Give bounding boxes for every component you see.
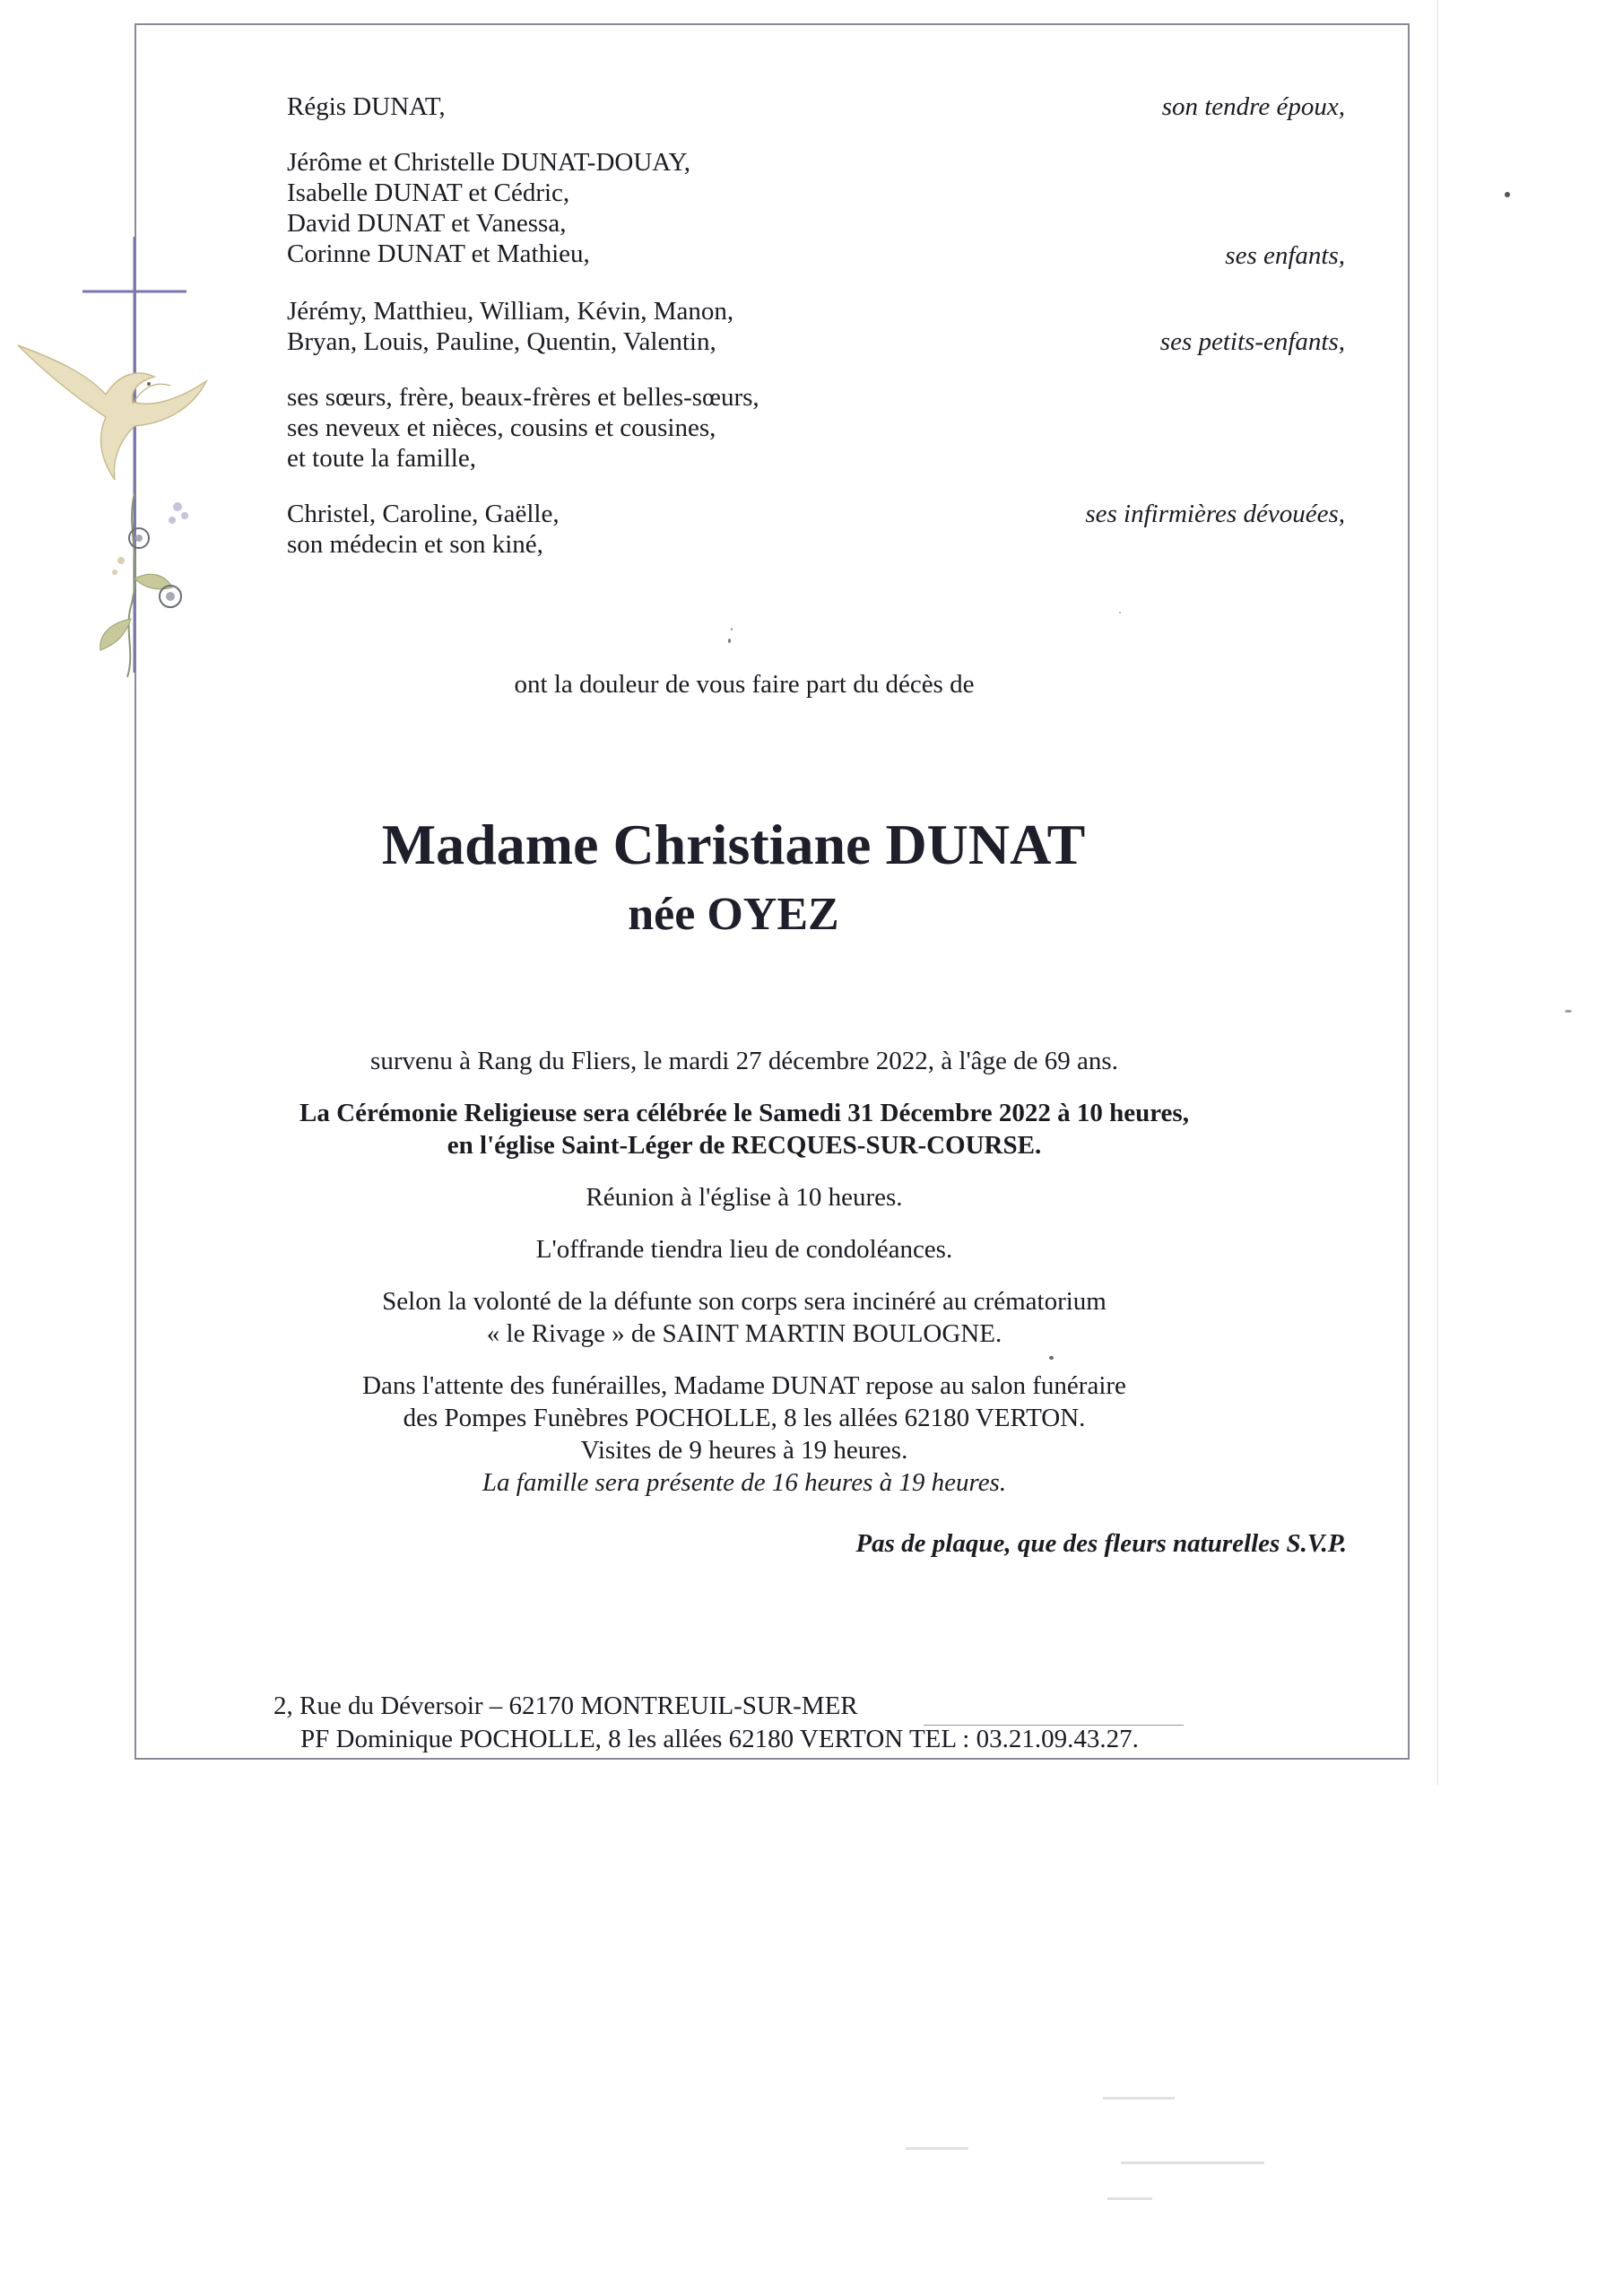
family-role: son tendre époux, xyxy=(1161,92,1345,121)
family-line: Bryan, Louis, Pauline, Quentin, Valentin, xyxy=(287,327,716,356)
reunion-line: Réunion à l'église à 10 heures. xyxy=(586,1183,903,1212)
cremation-line: « le Rivage » de SAINT MARTIN BOULOGNE. xyxy=(486,1319,1002,1348)
scan-speck xyxy=(1565,1010,1572,1013)
family-line: Christel, Caroline, Gaëlle, xyxy=(287,500,560,528)
scan-speck xyxy=(1049,1356,1054,1360)
scan-smudge xyxy=(1107,2197,1152,2200)
rest-line: des Pompes Funèbres POCHOLLE, 8 les allées 62180 VERTON. xyxy=(403,1404,1086,1432)
visits-line: Visites de 9 heures à 19 heures. xyxy=(580,1436,908,1465)
ceremony-line: La Cérémonie Religieuse sera célébrée le Samedi 31 Décembre 2022 à 10 heures, xyxy=(299,1099,1189,1127)
scan-speck xyxy=(1119,612,1121,613)
family-line: Jérémy, Matthieu, William, Kévin, Manon, xyxy=(287,297,734,326)
religious-decoration xyxy=(0,224,242,691)
scan-speck xyxy=(731,628,733,631)
family-presence-line: La famille sera présente de 16 heures à 19 heures. xyxy=(482,1468,1007,1497)
death-details: survenu à Rang du Fliers, le mardi 27 décembre 2022, à l'âge de 69 ans. xyxy=(370,1047,1118,1075)
closing-note: Pas de plaque, que des fleurs naturelles S.V.P. xyxy=(855,1529,1347,1558)
footer-address: 2, Rue du Déversoir – 62170 MONTREUIL-SUR-MER xyxy=(273,1692,858,1720)
offering-line: L'offrande tiendra lieu de condoléances. xyxy=(535,1235,953,1264)
announcement: ont la douleur de vous faire part du décès de xyxy=(514,670,975,699)
scan-speck xyxy=(1505,192,1510,197)
deceased-maiden-name: née OYEZ xyxy=(628,889,839,940)
family-role: ses enfants, xyxy=(1225,241,1345,270)
family-line: Isabelle DUNAT et Cédric, xyxy=(287,178,570,207)
deceased-name: Madame Christiane DUNAT xyxy=(381,813,1086,876)
family-line: Jérôme et Christelle DUNAT-DOUAY, xyxy=(287,148,691,177)
family-line: et toute la famille, xyxy=(287,444,476,473)
family-role: ses infirmières dévouées, xyxy=(1085,500,1345,528)
scan-smudge xyxy=(906,2147,968,2150)
dove-icon xyxy=(18,345,206,480)
ceremony-line: en l'église Saint-Léger de RECQUES-SUR-COURSE. xyxy=(447,1131,1042,1160)
rest-line: Dans l'attente des funérailles, Madame DUNAT repose au salon funéraire xyxy=(362,1371,1126,1400)
cremation-line: Selon la volonté de la défunte son corps sera incinéré au crématorium xyxy=(382,1287,1107,1316)
footer-funeral-home: PF Dominique POCHOLLE, 8 les allées 62180 VERTON TEL : 03.21.09.43.27. xyxy=(300,1725,1139,1753)
family-role: ses petits-enfants, xyxy=(1159,327,1345,356)
scan-speck xyxy=(728,639,731,643)
family-line: Régis DUNAT, xyxy=(287,92,446,121)
family-line: son médecin et son kiné, xyxy=(287,530,543,559)
page-edge xyxy=(1436,0,1438,1785)
family-line: ses neveux et nièces, cousins et cousines, xyxy=(287,413,716,442)
family-line: ses sœurs, frère, beaux-frères et belles-sœurs, xyxy=(287,383,759,412)
flower-icon xyxy=(100,493,188,677)
family-line: Corinne DUNAT et Mathieu, xyxy=(287,239,590,268)
family-line: David DUNAT et Vanessa, xyxy=(287,209,567,238)
scan-smudge xyxy=(1103,2097,1175,2100)
scan-smudge xyxy=(1121,2161,1264,2164)
